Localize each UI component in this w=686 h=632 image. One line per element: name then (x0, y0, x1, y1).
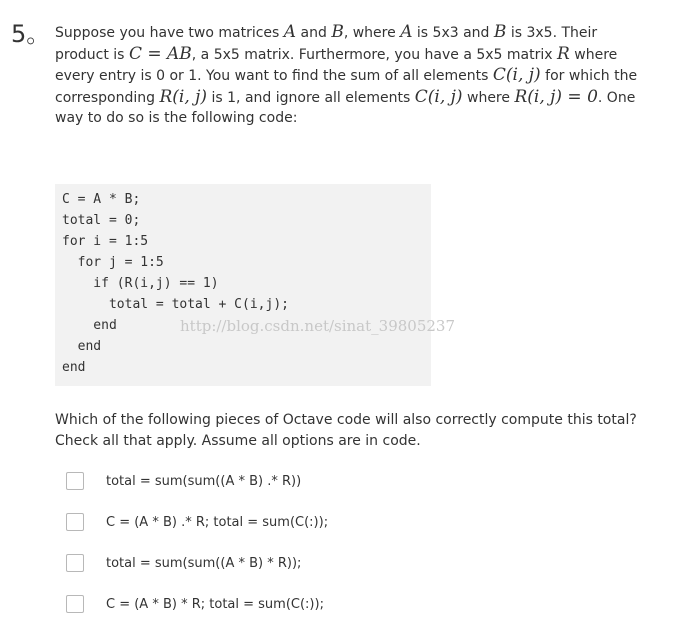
intro-text: for which the corresponding (55, 68, 638, 106)
option-1[interactable] (66, 470, 301, 492)
math-A: A (400, 22, 413, 42)
option-1-checkbox[interactable] (66, 472, 84, 490)
question-prompt: Which of the following pieces of Octave code will also correctly compute this total? Check all that apply. Assume all options are in code. (55, 412, 637, 449)
intro-text: , a 5x5 matrix. Furthermore, you have a 5x5 matrix (191, 46, 558, 63)
option-4-checkbox[interactable] (66, 595, 84, 613)
watermark: http://blog.csdn.net/sinat_39805237 (180, 317, 456, 335)
math-C-eq-AB: C = AB (128, 43, 192, 64)
question-number: 5。 (11, 20, 51, 48)
math-A: A (283, 22, 297, 42)
code-block (55, 184, 431, 386)
option-3-checkbox[interactable] (66, 554, 84, 572)
intro-text: is 3x5. Their product is (55, 25, 598, 63)
question-intro (55, 22, 645, 129)
code-text: C = A * B; total = 0; for i = 1:5 for j = 1:5 if (R(i,j) == 1) total = total + C(i,j); end end end (62, 192, 289, 375)
option-4[interactable] (66, 593, 324, 615)
option-2-checkbox[interactable] (66, 513, 84, 531)
math-Rij: R(i, j) (159, 86, 208, 107)
option-4-label[interactable]: C = (A * B) * R; total = sum(C(:)); (106, 596, 324, 612)
intro-text: and (296, 25, 332, 41)
math-R: R (557, 43, 570, 64)
intro-text: . One way to do so is the following code: (55, 89, 636, 126)
math-Cij: C(i, j) (492, 65, 541, 85)
intro-text: , where (343, 25, 401, 41)
math-B: B (331, 22, 344, 42)
option-2[interactable] (66, 511, 328, 533)
option-2-label[interactable]: C = (A * B) .* R; total = sum(C(:)); (106, 514, 329, 530)
math-Rij-eq-0: R(i, j) = 0 (514, 86, 598, 107)
intro-text: where (462, 89, 515, 106)
intro-text: where every entry is 0 or 1. You want to find the sum of all elements (55, 46, 618, 84)
math-Cij: C(i, j) (414, 86, 463, 107)
option-3[interactable] (66, 552, 301, 574)
intro-text: is 5x3 and (412, 25, 494, 41)
math-B: B (493, 22, 507, 42)
intro-text: Suppose you have two matrices (55, 25, 284, 41)
intro-text: is 1, and ignore all elements (207, 89, 415, 106)
option-3-label[interactable]: total = sum(sum((A * B) * R)); (106, 555, 302, 571)
option-1-label[interactable]: total = sum(sum((A * B) .* R)) (106, 473, 302, 489)
